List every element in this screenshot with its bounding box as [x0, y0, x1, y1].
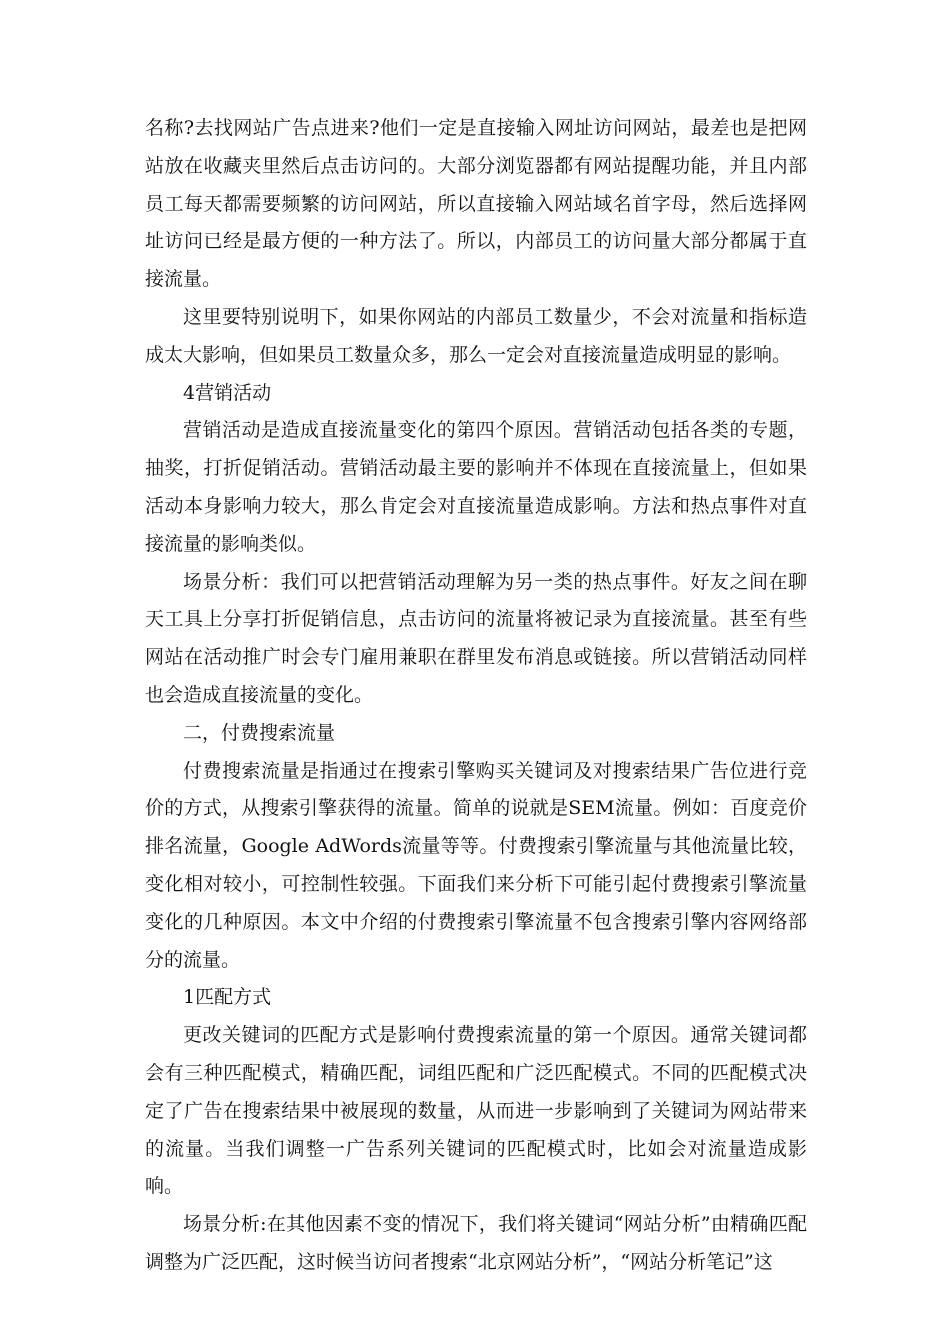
paragraph-7: 付费搜索流量是指通过在搜索引擎购买关键词及对搜索结果广告位进行竞价的方式，从搜索引擎获得的流量。简单的说就是SEM流量。例如：百度竞价排名流量，Google AdWords流量等等。付费搜索引擎流量与其他流量比较，变化相对较小，可控制性较强。下面我们来分析下可能引起付费搜索引擎流量变化的几种原因。本文中介绍的付费搜索引擎流量不包含搜索引擎内容网络部分的流量。 [145, 759, 807, 971]
paragraph-9: 更改关键词的匹配方式是影响付费搜索流量的第一个原因。通常关键词都会有三种匹配模式，精确匹配，词组匹配和广泛匹配模式。不同的匹配模式决定了广告在搜索结果中被展现的数量，从而进一步影响到了关键词为网站带来的流量。当我们调整一广告系列关键词的匹配模式时，比如会对流量造成影响。 [145, 1024, 807, 1198]
document-page [145, 110, 807, 1282]
paragraph-4: 营销活动是造成直接流量变化的第四个原因。营销活动包括各类的专题，抽奖，打折促销活动。营销活动最主要的影响并不体现在直接流量上，但如果活动本身影响力较大，那么肯定会对直接流量造成影响。方法和热点事件对直接流量的影响类似。 [145, 419, 807, 555]
paragraph-2: 这里要特别说明下，如果你网站的内部员工数量少，不会对流量和指标造成太大影响，但如果员工数量众多，那么一定会对直接流量造成明显的影响。 [145, 305, 807, 366]
section-heading-match-type: 1匹配方式 [183, 986, 272, 1009]
paragraph-1: 名称?去找网站广告点进来?他们一定是直接输入网址访问网站，最差也是把网站放在收藏夹里然后点击访问的。大部分浏览器都有网站提醒功能，并且内部员工每天都需要频繁的访问网站，所以直接输入网站域名首字母，然后选择网址访问已经是最方便的一种方法了。所以，内部员工的访问量大部分都属于直接流量。 [145, 117, 807, 291]
section-heading-paid-search: 二，付费搜索流量 [183, 721, 336, 744]
paragraph-5: 场景分析：我们可以把营销活动理解为另一类的热点事件。好友之间在聊天工具上分享打折促销信息，点击访问的流量将被记录为直接流量。甚至有些网站在活动推广时会专门雇用兼职在群里发布消息或链接。所以营销活动同样也会造成直接流量的变化。 [145, 570, 807, 706]
section-heading-marketing: 4营销活动 [183, 381, 272, 404]
paragraph-10: 场景分析:在其他因素不变的情况下，我们将关键词“网站分析”由精确匹配调整为广泛匹配，这时候当访问者搜索“北京网站分析”，“网站分析笔记”这 [145, 1213, 807, 1273]
